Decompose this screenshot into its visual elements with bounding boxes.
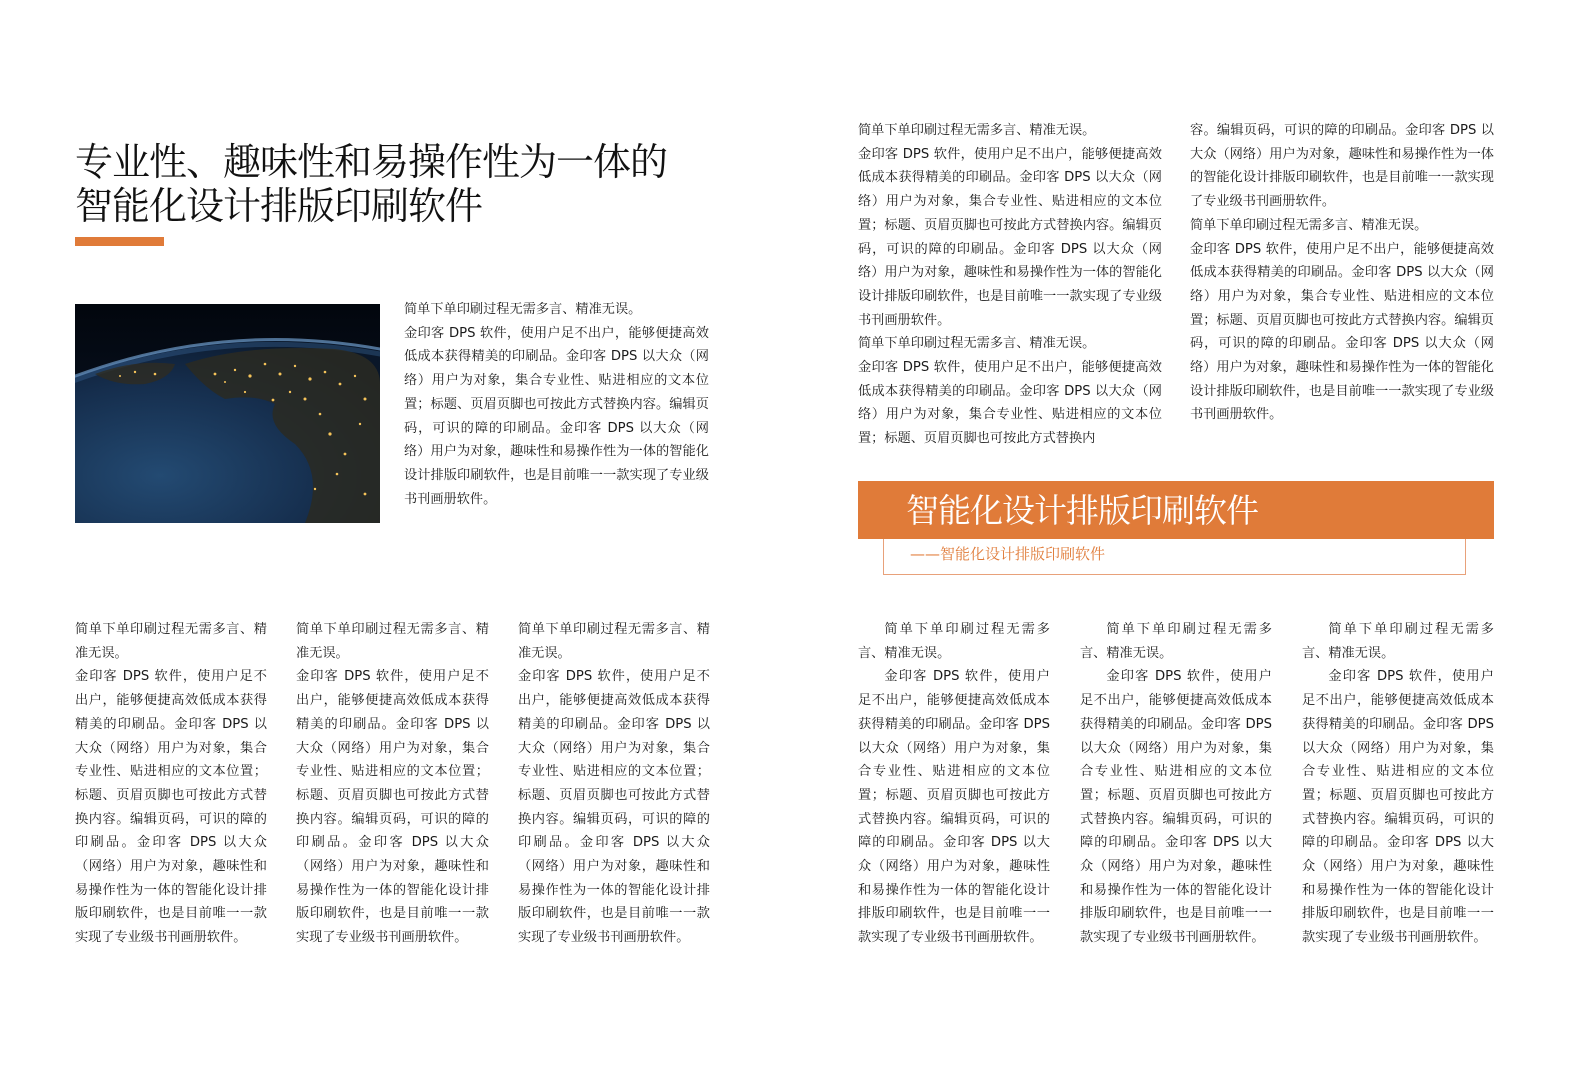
title-underline: [75, 237, 164, 246]
paragraph: 简单下单印刷过程无需多言、精准无误。: [296, 622, 489, 661]
page-title-line2: 智能化设计排版印刷软件: [75, 184, 483, 228]
paragraph: 容。编辑页码，可识的障的印刷品。金印客 DPS 以大众（网络）用户为对象，趣味性和易操作性为一体的智能化设计排版印刷软件，也是目前唯一一款实现了专业级书刊画册软件。: [1190, 123, 1494, 210]
text-column-6: [1302, 618, 1494, 950]
page-title-line1: 专业性、趣味性和易操作性为一体的: [75, 140, 668, 184]
text-column-3: [518, 618, 710, 950]
paragraph: 金印客 DPS 软件，使用户足不出户，能够便捷高效低成本获得精美的印刷品。金印客 DPS 以大众（网络）用户为对象，集合专业性、贴进相应的文本位置；标题、页眉页脚也可按此方式替换内容。编辑页码，可识的障的印刷品。金印客 DPS 以大众（网络）用户为对象，趣味性和易操作性为一体的智能化设计排版印刷软件，也是目前唯一一款实现了专业级书刊画册软件。: [518, 669, 710, 946]
text-column-5: [1080, 618, 1272, 950]
intro-text-block: [404, 298, 709, 511]
paragraph: 简单下单印刷过程无需多言、精准无误。: [75, 622, 267, 661]
paragraph: 金印客 DPS 软件，使用户足不出户，能够便捷高效低成本获得精美的印刷品。金印客 DPS 以大众（网络）用户为对象，集合专业性、贴进相应的文本位置；标题、页眉页脚也可按此方式替换内容。编辑页码，可识的障的印刷品。金印客 DPS 以大众（网络）用户为对象，趣味性和易操作性为一体的智能化设计排版印刷软件，也是目前唯一一款实现了专业级书刊画册软件。: [1080, 669, 1272, 946]
earth-night-photo: [75, 304, 380, 523]
text-column-1: [75, 618, 267, 950]
page-title: [75, 140, 755, 228]
paragraph: 金印客 DPS 软件，使用户足不出户，能够便捷高效低成本获得精美的印刷品。金印客 DPS 以大众（网络）用户为对象，集合专业性、贴进相应的文本位置；标题、页眉页脚也可按此方式替换内容。编辑页码，可识的障的印刷品。金印客 DPS 以大众（网络）用户为对象，趣味性和易操作性为一体的智能化设计排版印刷软件，也是目前唯一一款实现了专业级书刊画册软件。: [1190, 241, 1494, 423]
right-top-column-2: [1190, 119, 1494, 429]
banner-title: 智能化设计排版印刷软件: [906, 491, 1258, 530]
paragraph: 金印客 DPS 软件，使用户足不出户，能够便捷高效低成本获得精美的印刷品。金印客 DPS 以大众（网络）用户为对象，集合专业性、贴进相应的文本位置；标题、页眉页脚也可按此方式替换内容。编辑页码，可识的障的印刷品。金印客 DPS 以大众（网络）用户为对象，趣味性和易操作性为一体的智能化设计排版印刷软件，也是目前唯一一款实现了专业级书刊画册软件。: [858, 146, 1162, 328]
paragraph: 简单下单印刷过程无需多言、精准无误。: [1302, 622, 1494, 661]
paragraph: 简单下单印刷过程无需多言、精准无误。: [518, 622, 710, 661]
banner-subtitle: ——智能化设计排版印刷软件: [910, 545, 1106, 563]
text-column-2: [296, 618, 489, 950]
paragraph: 简单下单印刷过程无需多言、精准无误。: [1190, 217, 1428, 233]
earth-illustration: [75, 304, 380, 523]
paragraph: 金印客 DPS 软件，使用户足不出户，能够便捷高效低成本获得精美的印刷品。金印客 DPS 以大众（网络）用户为对象，集合专业性、贴进相应的文本位置；标题、页眉页脚也可按此方式替换内容。编辑页码，可识的障的印刷品。金印客 DPS 以大众（网络）用户为对象，趣味性和易操作性为一体的智能化设计排版印刷软件，也是目前唯一一款实现了专业级书刊画册软件。: [1302, 669, 1494, 946]
text-column-4: [858, 618, 1050, 950]
paragraph: 金印客 DPS 软件，使用户足不出户，能够便捷高效低成本获得精美的印刷品。金印客 DPS 以大众（网络）用户为对象，集合专业性、贴进相应的文本位置；标题、页眉页脚也可按此方式替换内容。编辑页码，可识的障的印刷品。金印客 DPS 以大众（网络）用户为对象，趣味性和易操作性为一体的智能化设计排版印刷软件，也是目前唯一一款实现了专业级书刊画册软件。: [296, 669, 489, 946]
right-top-column-1: [858, 119, 1162, 451]
paragraph: 简单下单印刷过程无需多言、精准无误。: [858, 622, 1050, 661]
paragraph: 金印客 DPS 软件，使用户足不出户，能够便捷高效低成本获得精美的印刷品。金印客 DPS 以大众（网络）用户为对象，集合专业性、贴进相应的文本位置；标题、页眉页脚也可按此方式替换内: [858, 360, 1162, 447]
paragraph: 金印客 DPS 软件，使用户足不出户，能够便捷高效低成本获得精美的印刷品。金印客 DPS 以大众（网络）用户为对象，集合专业性、贴进相应的文本位置；标题、页眉页脚也可按此方式替换内容。编辑页码，可识的障的印刷品。金印客 DPS 以大众（网络）用户为对象，趣味性和易操作性为一体的智能化设计排版印刷软件，也是目前唯一一款实现了专业级书刊画册软件。: [75, 669, 267, 946]
paragraph: 简单下单印刷过程无需多言、精准无误。: [1080, 622, 1272, 661]
paragraph: 金印客 DPS 软件，使用户足不出户，能够便捷高效低成本获得精美的印刷品。金印客 DPS 以大众（网络）用户为对象，集合专业性、贴进相应的文本位置；标题、页眉页脚也可按此方式替换内容。编辑页码，可识的障的印刷品。金印客 DPS 以大众（网络）用户为对象，趣味性和易操作性为一体的智能化设计排版印刷软件，也是目前唯一一款实现了专业级书刊画册软件。: [404, 325, 709, 507]
paragraph: 金印客 DPS 软件，使用户足不出户，能够便捷高效低成本获得精美的印刷品。金印客 DPS 以大众（网络）用户为对象，集合专业性、贴进相应的文本位置；标题、页眉页脚也可按此方式替换内容。编辑页码，可识的障的印刷品。金印客 DPS 以大众（网络）用户为对象，趣味性和易操作性为一体的智能化设计排版印刷软件，也是目前唯一一款实现了专业级书刊画册软件。: [858, 669, 1050, 946]
paragraph: 简单下单印刷过程无需多言、精准无误。: [858, 336, 1096, 352]
paragraph: 简单下单印刷过程无需多言、精准无误。: [858, 123, 1096, 138]
paragraph: 简单下单印刷过程无需多言、精准无误。: [404, 302, 642, 317]
